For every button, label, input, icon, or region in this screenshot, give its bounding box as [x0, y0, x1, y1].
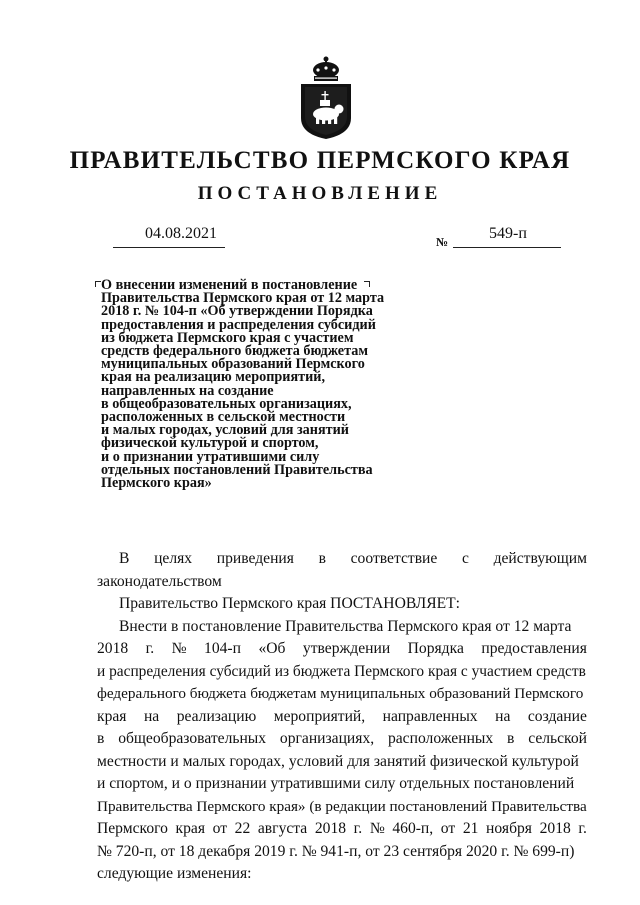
document-subject	[101, 279, 401, 490]
subject-line: О внесении изменений в постановление	[101, 277, 358, 293]
subject-line: направленных на создание	[101, 382, 274, 399]
date-field	[113, 225, 225, 248]
body-word: 460-п,	[392, 820, 434, 837]
body-word: утверждении	[302, 640, 391, 657]
body-word: предоставления	[481, 640, 587, 657]
body-word: августа	[257, 820, 308, 837]
body-line: местности и малых городах, условий для занятий физической культурой	[97, 752, 579, 770]
body-word: соответствие	[350, 550, 438, 567]
body-word: г.	[353, 820, 363, 837]
body-line	[97, 818, 587, 841]
coat-of-arms-icon	[296, 56, 356, 140]
body-line: Внести в постановление Правительства Пермского края от 12 марта	[119, 617, 572, 635]
body-word: 104-п	[204, 640, 241, 657]
body-line: и спортом, и о признании утратившими силу отдельных постановлений	[97, 775, 575, 792]
subject-line: в общеобразовательных организациях,	[101, 395, 352, 412]
document-type: ПОСТАНОВЛЕНИЕ	[197, 183, 443, 204]
body-word: в	[507, 730, 515, 747]
body-line	[97, 548, 587, 571]
body-word: сельской	[528, 730, 587, 747]
body-word: мероприятий,	[273, 707, 366, 725]
document-date: 04.08.2021	[145, 225, 217, 242]
body-word: В	[119, 550, 130, 567]
body-word: целях	[154, 550, 193, 567]
body-word: от	[212, 820, 228, 837]
subject-line: муниципальных образований Пермского	[101, 356, 365, 373]
body-line: законодательством	[97, 572, 222, 590]
body-line: федерального бюджета бюджетам муниципальных образований Пермского	[97, 685, 584, 702]
body-line: Правительство Пермского края ПОСТАНОВЛЯЕТ:	[119, 595, 460, 612]
body-word: с	[461, 550, 469, 567]
subject-line: средств федерального бюджета бюджетам	[101, 343, 368, 360]
subject-line: физической культурой и спортом,	[101, 435, 319, 452]
body-word: 2018	[97, 640, 129, 657]
subject-line: отдельных постановлений Правительства	[101, 461, 373, 478]
body-word: 21	[462, 820, 479, 837]
body-word: края	[175, 820, 206, 837]
body-word: Порядка	[407, 640, 464, 657]
subject-line: предоставления и распределения субсидий	[101, 316, 376, 333]
body-word: ноября	[486, 820, 532, 837]
body-word: приведения	[216, 550, 294, 567]
body-word: в	[97, 730, 105, 747]
body-word: от	[440, 820, 456, 837]
body-word: расположенных	[387, 730, 494, 747]
body-word: направленных	[382, 707, 478, 725]
subject-line: и о признании утратившими силу	[101, 448, 320, 465]
body-word: г.	[145, 640, 155, 657]
body-word: действующим	[493, 550, 587, 567]
body-line: и распределения субсидий из бюджета Пермского края с участием средств	[97, 662, 586, 680]
body-word: Пермского	[97, 820, 168, 837]
body-line: № 720-п, от 18 декабря 2019 г. № 941-п, от 23 сентября 2020 г. № 699-п)	[97, 842, 575, 860]
body-word: 2018	[539, 820, 571, 837]
body-line: Правительства Пермского края» (в редакции постановлений Правительства	[97, 797, 587, 815]
government-title: ПРАВИТЕЛЬСТВО ПЕРМСКОГО КРАЯ	[69, 147, 571, 174]
subject-line: края на реализацию мероприятий,	[101, 369, 325, 386]
body-word: г.	[578, 820, 587, 837]
document-number: 549-п	[489, 225, 527, 242]
subject-line: 2018 г. № 104-п «Об утверждении Порядка	[101, 303, 373, 320]
body-word: 2018	[314, 820, 347, 837]
body-line	[97, 728, 587, 751]
subject-line: Правительства Пермского края от 12 марта	[101, 290, 385, 307]
body-word: общеобразовательных	[118, 730, 267, 747]
body-word: организациях,	[279, 730, 375, 747]
number-label: №	[436, 235, 449, 249]
body-line	[97, 706, 587, 729]
body-word: «Об	[258, 640, 286, 657]
body-word: в	[318, 550, 326, 567]
body-line	[97, 638, 587, 661]
number-field	[453, 225, 561, 248]
body-word: края	[97, 707, 127, 725]
subject-line: и малых городах, условий для занятий	[101, 422, 349, 439]
body-word: №	[369, 820, 385, 837]
subject-line: из бюджета Пермского края с участием	[101, 329, 354, 346]
body-word: №	[171, 640, 187, 657]
body-line: следующие изменения:	[97, 865, 252, 882]
body-word: создание	[527, 707, 587, 725]
document-body	[97, 548, 587, 886]
body-word: на	[495, 707, 511, 725]
subject-line: расположенных в сельской местности	[101, 409, 346, 426]
body-word: на	[143, 707, 160, 725]
subject-line: Пермского края»	[101, 475, 212, 492]
body-word: 22	[234, 820, 251, 837]
body-word: реализацию	[176, 707, 257, 725]
